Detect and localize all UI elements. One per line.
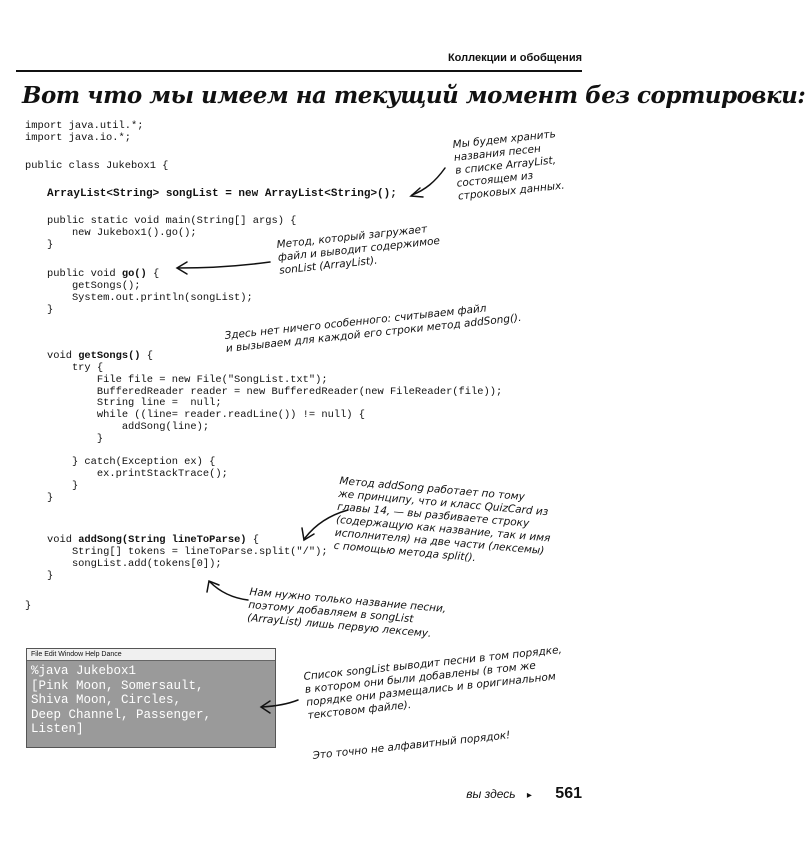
- arrow-to-addsong-head: [302, 528, 314, 540]
- code-getsongs-body: try { File file = new File("SongList.txt"); BufferedReader reader = new BufferedReader(new FileReader(file)); String line = null; while ((line= reader.readLine()) != null) { addSong(line); } } catch(Exception ex) { ex.printStackTrace(); } }: [47, 362, 503, 504]
- arrow-to-field: [412, 168, 445, 195]
- code-getsongs-name: getSongs(): [78, 350, 141, 362]
- code-go-suffix: {: [146, 268, 160, 280]
- code-addsong-name: addSong(String lineToParse): [78, 534, 247, 546]
- code-addsong-body: String[] tokens = lineToParse.split("/"); songList.add(tokens[0]); }: [47, 546, 328, 582]
- annotation-first-token: Нам нужно только название песни, поэтому добавляем в songList (ArrayList) лишь первую лексему.: [246, 586, 447, 640]
- annotation-not-alphabetical: Это точно не алфавитный порядок!: [312, 729, 511, 762]
- code-go-prefix: public void: [47, 268, 122, 280]
- arrow-to-go: [178, 262, 270, 268]
- page-footer: [466, 785, 582, 803]
- annotation-output-order: Список songList выводит песни в том порядке, в котором они были добавлены (в том же порядке они размещались и в оригинальном текстовом файле).: [303, 643, 563, 722]
- code-main-method: public static void main(String[] args) { new Jukebox1().go(); }: [47, 215, 297, 251]
- footer-label: вы здесь: [466, 787, 516, 801]
- annotation-addsong: Метод addSong работает по тому же принципу, что и класс QuizCard из главы 14, — вы разбиваете строку (содержащую как название, так и имя исполнителя) на две части (лексемы) с помощью метода split().: [333, 475, 551, 565]
- code-addsong-suffix: {: [246, 534, 260, 546]
- code-addsong-prefix: void: [47, 534, 79, 546]
- code-field-declaration: ArrayList<String> songList = new ArrayList<String>();: [47, 188, 397, 200]
- terminal-window: [26, 648, 276, 748]
- arrow-to-go-head: [177, 262, 187, 274]
- section-title: Коллекции и обобщения: [447, 52, 582, 64]
- arrow-to-songlist-add: [210, 582, 248, 600]
- footer-arrow-icon: ▸: [526, 790, 532, 801]
- code-class-close: }: [25, 600, 32, 612]
- annotation-songlist-field: Мы будем хранить названия песен в списке ArrayList, состоящем из строковых данных.: [452, 128, 566, 203]
- annotation-getsongs: Здесь нет ничего особенного: считываем файл и вызываем для каждой его строки метод addSong().: [224, 302, 523, 355]
- code-class-declaration: public class Jukebox1 {: [25, 160, 169, 172]
- page-heading: Вот что мы имеем на текущий момент без сортировки:: [22, 82, 805, 109]
- annotation-go-method: Метод, который загружает файл и выводит содержимое sonList (ArrayList).: [276, 223, 441, 277]
- arrow-to-field-head: [411, 188, 423, 197]
- code-getsongs-prefix: void: [47, 350, 79, 362]
- page-number: 561: [555, 785, 582, 802]
- header-rule: [16, 70, 582, 72]
- terminal-output: %java Jukebox1 [Pink Moon, Somersault, Shiva Moon, Circles, Deep Channel, Passenger, Listen]: [31, 664, 212, 736]
- terminal-menubar: File Edit Window Help Dance: [27, 649, 275, 661]
- arrow-to-songlist-add-head: [207, 581, 219, 592]
- code-getsongs-suffix: {: [140, 350, 154, 362]
- code-imports: import java.util.*; import java.io.*;: [25, 120, 144, 144]
- code-go-name: go(): [121, 268, 147, 280]
- code-go-body: getSongs(); System.out.println(songList); }: [47, 280, 253, 316]
